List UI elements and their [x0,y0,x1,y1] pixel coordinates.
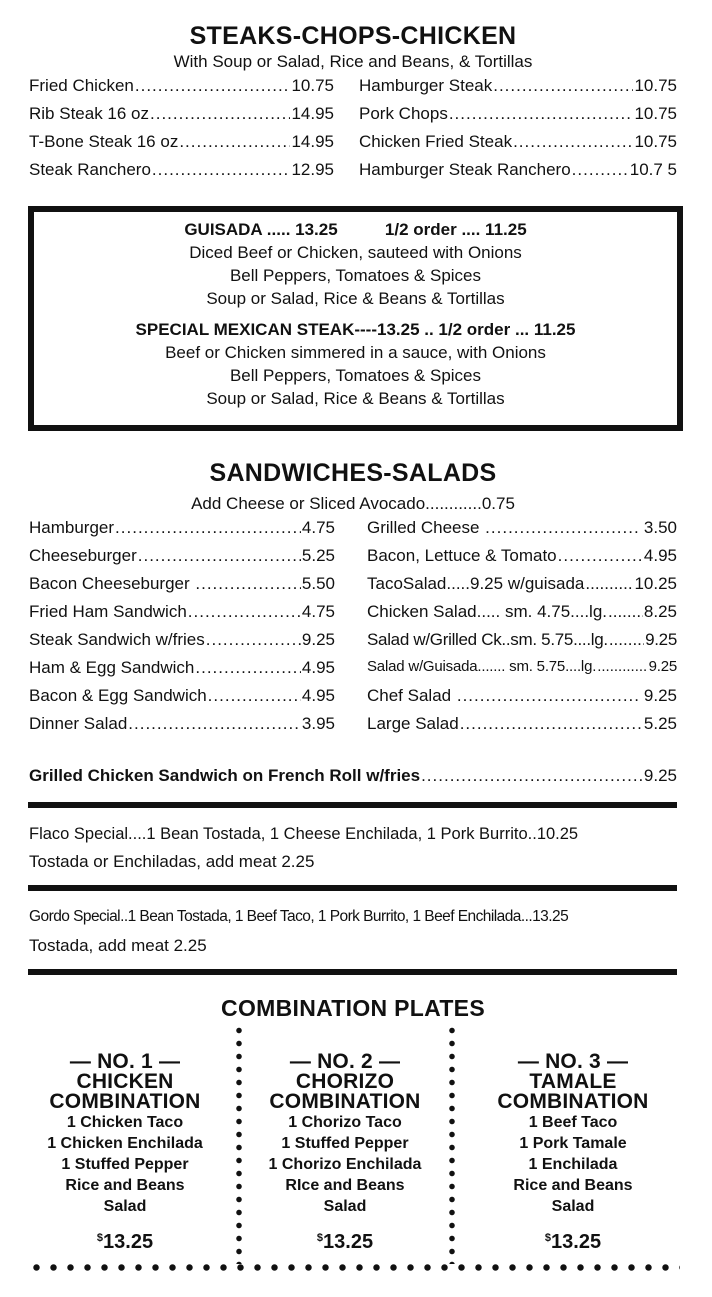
item-price: 3.95 [301,714,335,733]
currency-symbol: $ [316,1232,324,1244]
menu-item [29,132,334,160]
item-price: 9.25 [648,658,677,675]
combo-item: Rice and Beans [65,1177,185,1194]
divider [28,885,677,891]
menu-item [367,630,677,658]
item-price: 4.75 [301,602,335,621]
combo-item: 1 Chorizo Taco [288,1114,402,1131]
currency-symbol: $ [96,1232,104,1244]
leader-dots [195,658,301,678]
item-price: 9.25 [645,630,677,649]
item-price: 14.95 [291,104,334,123]
item-price: 5.25 [643,714,677,733]
menu-item [29,658,335,686]
menu-item [367,574,677,602]
menu-item [367,518,677,546]
menu-item [367,686,677,714]
combo-title: COMBINATION [269,1090,421,1113]
item-name: Cheeseburger [29,546,137,565]
combo-item: Salad [323,1198,367,1215]
combo-price-value: 13.25 [323,1231,374,1253]
leader-dots [421,766,643,786]
flaco-special-note: Tostada or Enchiladas, add meat 2.25 [29,852,315,871]
guisada-heading: GUISADA ..... 13.25 1/2 order .... 11.25 [184,220,527,239]
leader-dots [188,602,301,622]
combo-title: COMBINATION [497,1090,649,1113]
item-name: Hamburger Steak [359,76,493,95]
item-name: Salad w/Guisada....... sm. 5.75....lg. [367,658,597,675]
item-price: 9.25 [643,766,677,785]
leader-dots [179,132,290,152]
item-name: Hamburger [29,518,115,537]
menu-item [29,546,335,574]
combo-item: 1 Stuffed Pepper [61,1156,189,1173]
menu-item [367,602,677,630]
menu-item [359,132,677,160]
item-name: Salad w/Grilled Ck..sm. 5.75....lg. [367,630,608,649]
leader-dots [449,104,634,124]
item-price: 5.50 [301,574,335,593]
guisada-special-box [28,206,683,431]
leader-dots [485,518,638,538]
combo-plate-2 [245,1052,445,1254]
item-name: Grilled Cheese [367,518,485,537]
menu-item [29,574,335,602]
special-mexican-steak-heading: SPECIAL MEXICAN STEAK----13.25 .. 1/2 order ... 11.25 [135,320,576,339]
combo-title: CHORIZO [295,1070,395,1093]
leader-dots [460,714,643,734]
item-name: Steak Ranchero [29,160,151,179]
flaco-special: Flaco Special....1 Bean Tostada, 1 Cheese Enchilada, 1 Pork Burrito..10.25 [29,825,579,843]
leader-dots [135,76,291,96]
combo-title: CHICKEN [76,1070,174,1093]
item-name: Rib Steak 16 oz [29,104,150,123]
item-price: 9.25 [639,686,677,705]
leader-dots [195,574,301,594]
sandwiches-left-column [29,518,335,742]
combo-item: 1 Enchilada [528,1156,618,1173]
combo-plate-3 [473,1052,673,1254]
menu-item [29,630,335,658]
menu-item [29,76,334,104]
divider [28,802,677,808]
item-price: 8.25 [643,602,677,621]
dotted-border-bottom [28,1264,680,1271]
sandwiches-title: SANDWICHES-SALADS [209,459,497,487]
combo-item: 1 Chorizo Enchilada [268,1156,422,1173]
combo-number: — NO. 3 — [517,1050,629,1073]
leader-dots [558,546,643,566]
combo-title: TAMALE [529,1070,617,1093]
item-name: Large Salad [367,714,459,733]
combo-item: Salad [103,1198,147,1215]
leader-dots [138,546,301,566]
special-description: Bell Peppers, Tomatoes & Spices [229,366,482,385]
steaks-left-column [29,76,334,188]
grilled-chicken-sandwich-item [29,766,677,794]
item-name: Bacon Cheeseburger [29,574,195,593]
item-name: Chicken Fried Steak [359,132,513,151]
item-name: Grilled Chicken Sandwich on French Roll w/fries [29,766,421,785]
item-name: Bacon & Egg Sandwich [29,686,207,705]
menu-item [29,714,335,742]
item-name: Fried Chicken [29,76,134,95]
item-price: 4.95 [643,546,677,565]
combination-plates-title: COMBINATION PLATES [221,995,485,1021]
steaks-right-column [359,76,677,188]
item-price: 3.50 [639,518,677,537]
item-price: 4.95 [301,658,335,677]
combo-price [473,1231,673,1254]
menu-item [359,160,677,188]
sandwiches-subtitle: Add Cheese or Sliced Avocado............0.75 [191,494,515,513]
guisada-description: Bell Peppers, Tomatoes & Spices [229,266,482,285]
dotted-separator [236,1024,242,1264]
guisada-description: Diced Beef or Chicken, sauteed with Onions [189,243,522,262]
combo-item: Rice and Beans [513,1177,633,1194]
leader-dots [572,160,629,180]
combo-item: 1 Chicken Taco [66,1114,184,1131]
combo-item: 1 Beef Taco [528,1114,618,1131]
item-price: 9.25 [301,630,335,649]
menu-item [359,104,677,132]
menu-item [367,714,677,742]
steaks-title: STEAKS-CHOPS-CHICKEN [189,22,517,50]
item-price: 4.75 [301,518,335,537]
item-name: Dinner Salad [29,714,128,733]
item-name: Steak Sandwich w/fries [29,630,205,649]
combo-price [25,1231,225,1254]
item-name: Bacon, Lettuce & Tomato [367,546,557,565]
leader-dots [150,104,290,124]
dotted-separator [449,1024,455,1264]
menu-item [367,658,677,686]
item-name: Ham & Egg Sandwich [29,658,195,677]
special-description: Beef or Chicken simmered in a sauce, with Onions [165,343,546,362]
gordo-special-note: Tostada, add meat 2.25 [29,936,207,955]
gordo-special: Gordo Special..1 Bean Tostada, 1 Beef Taco, 1 Pork Burrito, 1 Beef Enchilada...13.25 [29,908,569,925]
item-name: Chef Salad [367,686,456,705]
combo-item: 1 Stuffed Pepper [281,1135,409,1152]
menu-item [29,104,334,132]
item-price: 10.75 [634,104,677,123]
combo-number: — NO. 1 — [69,1050,181,1073]
item-name: Fried Ham Sandwich [29,602,187,621]
leader-dots [608,602,643,622]
leader-dots [128,714,301,734]
combo-item: RIce and Beans [285,1177,405,1194]
menu-item [359,76,677,104]
item-price: 12.95 [291,160,334,179]
currency-symbol: $ [544,1232,552,1244]
guisada-description: Soup or Salad, Rice & Beans & Tortillas [206,289,505,308]
leader-dots [493,76,633,96]
menu-item [367,546,677,574]
item-price: 5.25 [301,546,335,565]
leader-dots [609,630,644,650]
sandwiches-right-column [367,518,677,742]
leader-dots [115,518,301,538]
combo-price-value: 13.25 [103,1231,154,1253]
steaks-subtitle: With Soup or Salad, Rice and Beans, & Tortillas [173,52,533,71]
leader-dots [457,686,638,706]
menu-item [29,602,335,630]
divider [28,969,677,975]
item-price: 10.25 [634,574,677,593]
leader-dots [208,686,301,706]
item-price: 10.75 [634,132,677,151]
leader-dots [597,658,647,675]
item-name: Pork Chops [359,104,448,123]
item-name: Hamburger Steak Ranchero [359,160,571,179]
combo-item: Salad [551,1198,595,1215]
combo-price [245,1231,445,1254]
item-price: 10.7 5 [629,160,677,179]
menu-item [29,160,334,188]
combo-title: COMBINATION [49,1090,201,1113]
menu-item [29,686,335,714]
combo-price-value: 13.25 [551,1231,602,1253]
leader-dots [585,574,633,594]
item-price: 10.75 [634,76,677,95]
item-price: 4.95 [301,686,335,705]
item-name: Chicken Salad..... sm. 4.75....lg. [367,602,608,621]
item-name: TacoSalad.....9.25 w/guisada [367,574,585,593]
menu-item [29,518,335,546]
combo-item: 1 Pork Tamale [519,1135,627,1152]
leader-dots [152,160,291,180]
item-price: 10.75 [291,76,334,95]
combo-item: 1 Chicken Enchilada [47,1135,203,1152]
leader-dots [206,630,301,650]
item-price: 14.95 [291,132,334,151]
combo-plate-1 [25,1052,225,1254]
leader-dots [513,132,633,152]
item-name: T-Bone Steak 16 oz [29,132,179,151]
combo-number: — NO. 2 — [289,1050,401,1073]
special-description: Soup or Salad, Rice & Beans & Tortillas [206,389,505,408]
